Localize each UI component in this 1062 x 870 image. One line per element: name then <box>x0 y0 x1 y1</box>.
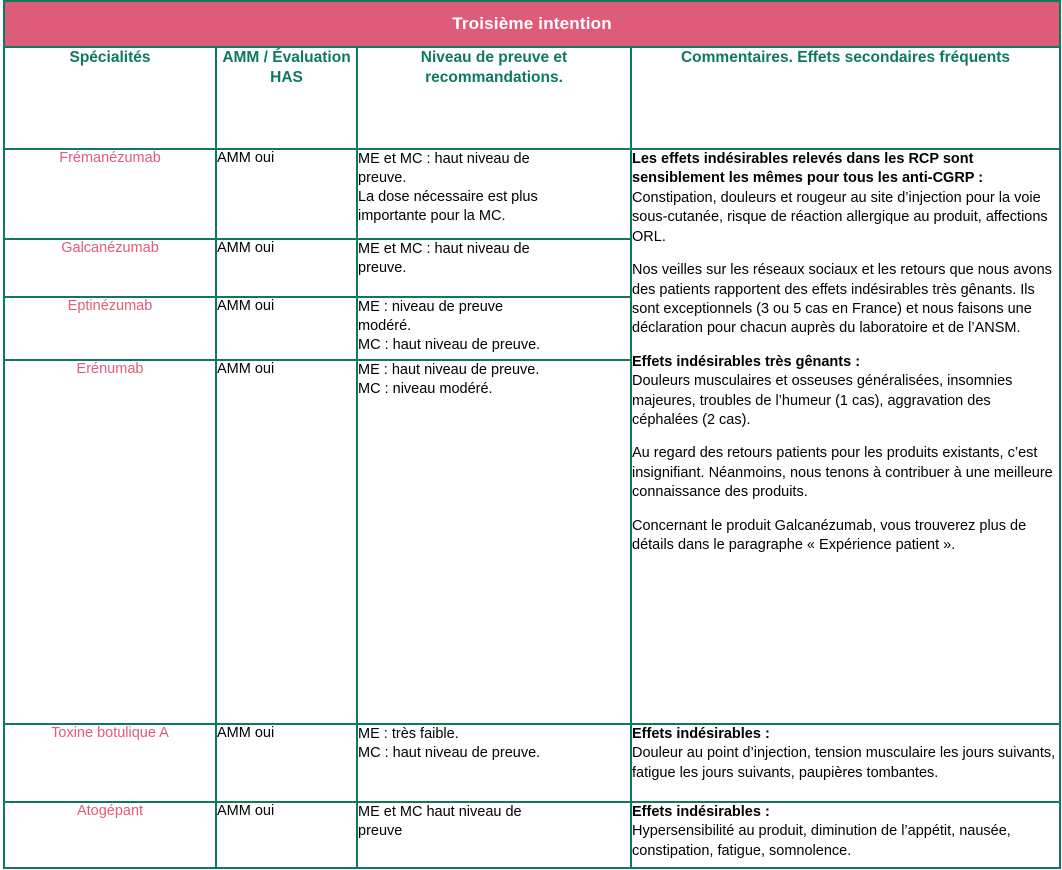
cell-niveau <box>357 239 631 297</box>
header-commentaires-line2: fréquents <box>939 49 1011 66</box>
cell-niveau <box>357 724 631 802</box>
niveau-line: ME : haut niveau de preuve. <box>358 362 540 378</box>
niveau-line: MC : haut niveau de preuve. <box>358 337 541 354</box>
comment-paragraph: Concernant le produit Galcanézumab, vous trouverez plus de détails dans le paragraphe « Expérience patient ». <box>632 517 1027 554</box>
cell-niveau <box>357 802 631 868</box>
niveau-line: preuve. <box>358 170 407 187</box>
banner-title: Troisième intention <box>4 1 1060 47</box>
header-amm <box>216 47 357 149</box>
comment-bold-heading: Effets indésirables : <box>632 804 770 820</box>
header-niveau-preuve <box>357 47 631 149</box>
banner-row <box>4 1 1060 47</box>
niveau-line: La dose nécessaire est plus <box>358 189 538 206</box>
cell-commentaires-toxine <box>631 724 1060 802</box>
header-amm-line3: HAS <box>270 69 303 87</box>
cell-amm: AMM oui <box>216 297 357 360</box>
cell-amm: AMM oui <box>216 149 357 239</box>
cell-niveau <box>357 360 631 724</box>
cell-niveau <box>357 149 631 239</box>
comment-paragraph: Hypersensibilité au produit, diminution de l’appétit, nausée, constipation, fatigue, somnolence. <box>632 823 1011 859</box>
cell-amm: AMM oui <box>216 239 357 297</box>
niveau-line: modéré. <box>358 318 412 335</box>
niveau-line: preuve. <box>358 260 407 277</box>
comment-paragraph: Douleur au point d’injection, tension musculaire les jours suivants, fatigue les jours suivants, paupières tombantes. <box>632 745 1056 781</box>
cell-speciality: Galcanézumab <box>4 239 216 297</box>
cell-commentaires-anti-cgrp <box>631 149 1060 724</box>
table-row <box>4 724 1060 802</box>
header-amm-line2: Évaluation <box>272 49 351 66</box>
table-row <box>4 149 1060 239</box>
header-row <box>4 47 1060 149</box>
niveau-line: ME : niveau de preuve <box>358 299 504 315</box>
header-amm-line1: AMM / <box>222 49 268 66</box>
comment-paragraph: Au regard des retours patients pour les produits existants, c’est insignifiant. Néanmoins, nous tenons à contribuer à une meilleure connaissance des produits. <box>632 445 1053 501</box>
header-niveau-line2: recommandations. <box>425 69 563 87</box>
comment-paragraph: Constipation, douleurs et rougeur au site d’injection pour la voie sous-cutanée, risque de réaction allergique au produit, affections ORL. <box>632 189 1048 245</box>
cell-speciality: Atogépant <box>4 802 216 868</box>
header-specialites: Spécialités <box>4 47 216 149</box>
comment-bold-heading: Effets indésirables très gênants : <box>632 353 861 370</box>
cell-speciality: Toxine botulique A <box>4 724 216 802</box>
comment-bold-heading: Les effets indésirables relevés dans les RCP sont sensiblement les mêmes pour tous les anti-CGRP : <box>632 151 984 187</box>
niveau-line: importante pour la MC. <box>358 208 506 225</box>
header-commentaires-line1: Commentaires. Effets secondaires <box>680 49 936 66</box>
niveau-line: ME et MC haut niveau de <box>358 804 522 820</box>
niveau-line: MC : haut niveau de preuve. <box>358 745 541 762</box>
cell-amm: AMM oui <box>216 802 357 868</box>
niveau-line: preuve <box>358 823 403 840</box>
comment-paragraph <box>632 803 1059 822</box>
third-line-treatment-table <box>3 0 1061 869</box>
comment-bold-heading: Effets indésirables : <box>632 726 770 742</box>
cell-speciality: Eptinézumab <box>4 297 216 360</box>
comment-paragraph <box>632 150 1059 189</box>
niveau-line: MC : niveau modéré. <box>358 381 493 398</box>
cell-niveau <box>357 297 631 360</box>
comment-paragraph <box>632 353 1059 372</box>
niveau-line: ME et MC : haut niveau de <box>358 151 530 167</box>
table-row <box>4 802 1060 868</box>
niveau-line: ME : très faible. <box>358 726 459 742</box>
cell-commentaires-atogepant <box>631 802 1060 868</box>
cell-amm: AMM oui <box>216 724 357 802</box>
cell-amm: AMM oui <box>216 360 357 724</box>
comment-paragraph: Nos veilles sur les réseaux sociaux et les retours que nous avons des patients rapportent des effets indésirables très gênants. Ils sont exceptionnels (3 ou 5 cas en France) et nous faisons une déclaration pour chacun auprès du laboratoire et de l’ANSM. <box>632 262 1052 337</box>
comment-paragraph: Douleurs musculaires et osseuses généralisées, insomnies majeures, troubles de l’humeur (1 cas), aggravation des céphalées (2 cas). <box>632 373 1013 429</box>
cell-speciality: Frémanézumab <box>4 149 216 239</box>
cell-speciality: Erénumab <box>4 360 216 724</box>
niveau-line: ME et MC : haut niveau de <box>358 241 530 257</box>
header-commentaires <box>631 47 1060 149</box>
comment-paragraph <box>632 725 1059 744</box>
header-niveau-line1: Niveau de preuve et <box>420 49 568 66</box>
